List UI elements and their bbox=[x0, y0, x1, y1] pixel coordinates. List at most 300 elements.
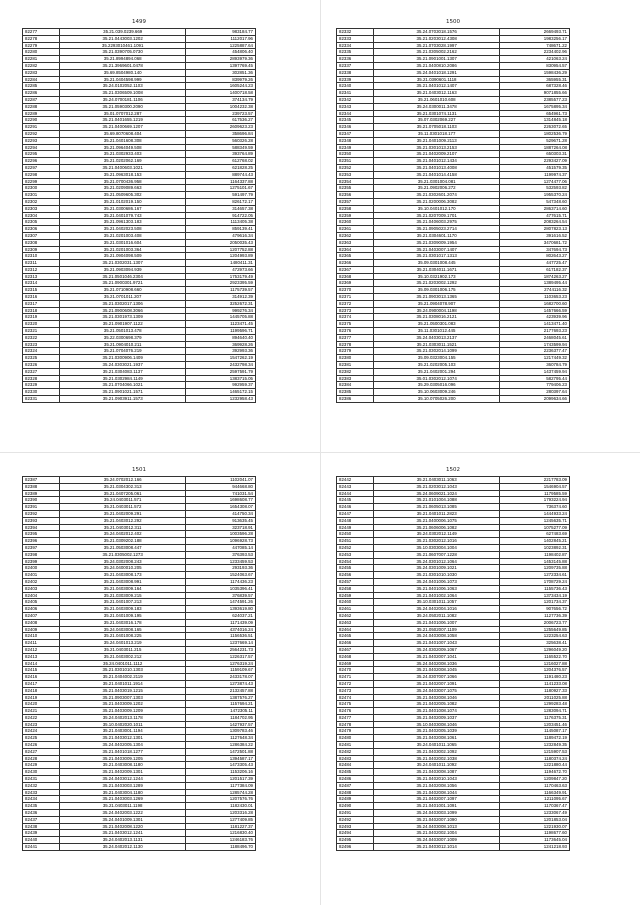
value-cell: 1179585.59 bbox=[500, 490, 570, 497]
coordinate-cell: 35.09.0301008.445 bbox=[374, 260, 500, 267]
value-cell: 944668.80 bbox=[186, 483, 256, 490]
point-id-cell: 82479 bbox=[337, 728, 374, 735]
coordinate-cell: 35.21.0401012.1407 bbox=[374, 83, 500, 90]
value-cell: 1237669.14 bbox=[186, 640, 256, 647]
table-row bbox=[337, 796, 570, 803]
coordinate-cell: 35.21.0400669.1207 bbox=[60, 124, 186, 131]
point-id-cell: 82291 bbox=[23, 124, 60, 131]
table-row bbox=[337, 823, 570, 830]
table-row bbox=[337, 592, 570, 599]
coordinate-cell: 35.21.0303011.1521 bbox=[374, 341, 500, 348]
table-row bbox=[337, 362, 570, 369]
coordinate-cell: 35.24.0403013.2137 bbox=[374, 334, 500, 341]
point-id-cell: 82477 bbox=[337, 714, 374, 721]
point-id-cell: 82459 bbox=[337, 592, 374, 599]
coordinate-cell: 35.21.0403011.1063 bbox=[374, 477, 500, 484]
point-id-cell: 82458 bbox=[337, 585, 374, 592]
coordinate-cell: 35.21.0402005.1082 bbox=[374, 701, 500, 708]
point-id-cell: 82339 bbox=[337, 76, 374, 83]
coordinate-cell: 35.21.0502007.1109 bbox=[374, 626, 500, 633]
coordinate-cell: 35.21.0304302.313 bbox=[60, 483, 186, 490]
value-cell: 1203316.28 bbox=[186, 810, 256, 817]
coordinate-cell: 35.24.0302008.243 bbox=[60, 558, 186, 565]
table-row bbox=[23, 810, 256, 817]
coordinate-cell: 35.21.0401079.743 bbox=[60, 212, 186, 219]
coordinate-cell: 35.21.0403012.1301 bbox=[60, 735, 186, 742]
point-id-cell: 82441 bbox=[23, 844, 60, 851]
coordinate-cell: 35.21.0401011.2823 bbox=[374, 510, 500, 517]
value-cell: 591497.79 bbox=[186, 192, 256, 199]
table-row bbox=[337, 178, 570, 185]
point-id-cell: 82323 bbox=[23, 341, 60, 348]
point-id-cell: 82319 bbox=[23, 314, 60, 321]
value-cell: 302851.36 bbox=[186, 69, 256, 76]
value-cell: 423939.96 bbox=[500, 314, 570, 321]
page-number: 1500 bbox=[446, 19, 460, 25]
table-row bbox=[23, 96, 256, 103]
point-id-cell: 82315 bbox=[23, 287, 60, 294]
coordinate-cell: 35.21.0402009.1037 bbox=[374, 714, 500, 721]
table-row bbox=[23, 626, 256, 633]
coordinate-cell: 35.21.0302933.403 bbox=[60, 151, 186, 158]
point-id-cell: 82415 bbox=[23, 667, 60, 674]
value-cell: 1547262.19 bbox=[186, 355, 256, 362]
value-cell: 1955370.24 bbox=[500, 192, 570, 199]
point-id-cell: 82281 bbox=[23, 56, 60, 63]
table-row bbox=[23, 490, 256, 497]
table-row bbox=[23, 62, 256, 69]
value-cell: 1274477.06 bbox=[500, 178, 570, 185]
table-row bbox=[337, 837, 570, 844]
table-row bbox=[23, 158, 256, 165]
point-id-cell: 82295 bbox=[23, 151, 60, 158]
point-id-cell: 82277 bbox=[23, 29, 60, 36]
point-id-cell: 82379 bbox=[337, 348, 374, 355]
value-cell: 1309783.46 bbox=[186, 728, 256, 735]
point-id-cell: 82308 bbox=[23, 239, 60, 246]
value-cell: 1211095.67 bbox=[500, 796, 570, 803]
table-row bbox=[23, 382, 256, 389]
coordinate-cell: 35.21.0403012.1163 bbox=[374, 90, 500, 97]
coordinate-cell: 35.21.0901001.1307 bbox=[374, 56, 500, 63]
value-cell: 2177693.23 bbox=[500, 328, 570, 335]
value-cell: 2807823.13 bbox=[500, 226, 570, 233]
table-row bbox=[23, 531, 256, 538]
table-row bbox=[23, 714, 256, 721]
coordinate-cell: 35.24.0301012.1064 bbox=[374, 558, 500, 565]
value-cell: 1400718.58 bbox=[186, 90, 256, 97]
point-id-cell: 82448 bbox=[337, 517, 374, 524]
table-row bbox=[23, 29, 256, 36]
point-id-cell: 82336 bbox=[337, 56, 374, 63]
coordinate-cell: 35.21.0705018.1103 bbox=[374, 124, 500, 131]
value-cell: 1413471.40 bbox=[500, 321, 570, 328]
value-cell: 1427937.57 bbox=[186, 721, 256, 728]
value-cell: 1802536.79 bbox=[500, 130, 570, 137]
coordinate-cell: 35.21.0605013.1085 bbox=[374, 504, 500, 511]
table-row bbox=[337, 246, 570, 253]
table-row bbox=[337, 585, 570, 592]
coordinate-cell: 35.21.0503008.447 bbox=[60, 544, 186, 551]
coordinate-cell: 35.24.0402012.1130 bbox=[60, 844, 186, 851]
coordinate-cell: 35.21.0403012.1241 bbox=[60, 830, 186, 837]
point-id-cell: 82380 bbox=[337, 355, 374, 362]
point-id-cell: 82438 bbox=[23, 823, 60, 830]
point-id-cell: 82371 bbox=[337, 294, 374, 301]
coordinate-cell: 35.21.0402002.1004 bbox=[374, 830, 500, 837]
point-id-cell: 82469 bbox=[337, 660, 374, 667]
coordinate-cell: 35.21.0963018.153 bbox=[60, 171, 186, 178]
value-cell: 1180374.24 bbox=[500, 755, 570, 762]
value-cell: 1598436.29 bbox=[500, 69, 570, 76]
point-id-cell: 82440 bbox=[23, 837, 60, 844]
point-id-cell: 82303 bbox=[23, 205, 60, 212]
coordinate-cell: 35.21.0403011.1198 bbox=[60, 803, 186, 810]
value-cell: 472973.66 bbox=[186, 266, 256, 273]
point-id-cell: 82417 bbox=[23, 680, 60, 687]
value-cell: 314912.39 bbox=[186, 294, 256, 301]
table-row bbox=[337, 273, 570, 280]
value-cell: 4374016.24 bbox=[186, 626, 256, 633]
value-cell: 374134.79 bbox=[186, 96, 256, 103]
table-row bbox=[23, 796, 256, 803]
value-cell: 2863714.60 bbox=[500, 205, 570, 212]
point-id-cell: 82282 bbox=[23, 62, 60, 69]
value-cell: 1255649.85 bbox=[500, 626, 570, 633]
coordinate-cell: 35.21.0302012.1016 bbox=[374, 538, 500, 545]
value-cell: 779406.23 bbox=[500, 382, 570, 389]
point-id-cell: 82478 bbox=[337, 721, 374, 728]
table-row bbox=[23, 137, 256, 144]
value-cell: 1035396.41 bbox=[186, 585, 256, 592]
table-row bbox=[337, 565, 570, 572]
coordinate-cell: 35.21.0401001.1091 bbox=[374, 803, 500, 810]
value-cell: 2050035.43 bbox=[186, 239, 256, 246]
point-id-cell: 82324 bbox=[23, 348, 60, 355]
coordinate-cell: 35.21.0900301.9721 bbox=[60, 280, 186, 287]
table-row bbox=[337, 524, 570, 531]
table-row bbox=[23, 212, 256, 219]
value-cell: 826172.17 bbox=[186, 198, 256, 205]
table-row bbox=[23, 524, 256, 531]
point-id-cell: 82289 bbox=[23, 110, 60, 117]
value-cell: 1201517.39 bbox=[186, 776, 256, 783]
table-row bbox=[337, 260, 570, 267]
value-cell: 1203451.46 bbox=[500, 721, 570, 728]
point-id-cell: 82429 bbox=[23, 762, 60, 769]
table-row bbox=[23, 653, 256, 660]
value-cell: 447085.14 bbox=[186, 544, 256, 551]
coordinate-cell: 35.21.0403012.1014 bbox=[374, 844, 500, 851]
coordinate-cell: 35.22.0300698.379 bbox=[60, 334, 186, 341]
table-row bbox=[337, 477, 570, 484]
coordinate-cell: 35.21.0302017.1306 bbox=[60, 300, 186, 307]
value-cell: 1245635.71 bbox=[500, 517, 570, 524]
value-cell: 1387576.27 bbox=[186, 694, 256, 701]
table-row bbox=[23, 321, 256, 328]
table-row bbox=[337, 599, 570, 606]
point-id-cell: 82484 bbox=[337, 762, 374, 769]
table-row bbox=[23, 592, 256, 599]
coordinate-cell: 35.24.0400010.205 bbox=[60, 565, 186, 572]
coordinate-cell: 35.21.0901907.1122 bbox=[60, 321, 186, 328]
point-id-cell: 82344 bbox=[337, 110, 374, 117]
point-id-cell: 82331 bbox=[23, 396, 60, 403]
table-row bbox=[337, 504, 570, 511]
table-row bbox=[23, 151, 256, 158]
table-row bbox=[23, 83, 256, 90]
point-id-cell: 82445 bbox=[337, 497, 374, 504]
point-id-cell: 82421 bbox=[23, 708, 60, 715]
point-id-cell: 82449 bbox=[337, 524, 374, 531]
point-id-cell: 82364 bbox=[337, 246, 374, 253]
table-row bbox=[337, 714, 570, 721]
value-cell: 376839.57 bbox=[186, 592, 256, 599]
coordinate-cell: 35.21.8994894.068 bbox=[60, 56, 186, 63]
point-id-cell: 82321 bbox=[23, 328, 60, 335]
value-cell: 1171439.09 bbox=[186, 619, 256, 626]
value-cell: 1276319.24 bbox=[186, 660, 256, 667]
table-row bbox=[23, 144, 256, 151]
value-cell: 1103653.23 bbox=[500, 294, 570, 301]
table-row bbox=[23, 477, 256, 484]
coordinate-cell: 35.21.0400603.1021 bbox=[60, 164, 186, 171]
value-cell: 983184.77 bbox=[186, 29, 256, 36]
point-id-cell: 82488 bbox=[337, 789, 374, 796]
table-row bbox=[23, 606, 256, 613]
coordinate-cell: 35.21.0301973.1309 bbox=[60, 314, 186, 321]
table-row bbox=[23, 300, 256, 307]
point-id-cell: 82491 bbox=[337, 810, 374, 817]
point-id-cell: 82297 bbox=[23, 164, 60, 171]
value-cell: 391616.52 bbox=[500, 232, 570, 239]
table-row bbox=[337, 389, 570, 396]
value-cell: 914722.05 bbox=[186, 212, 256, 219]
table-row bbox=[23, 219, 256, 226]
value-cell: 323718.91 bbox=[186, 524, 256, 531]
table-row bbox=[23, 396, 256, 403]
table-row bbox=[23, 205, 256, 212]
value-cell: 1221930.07 bbox=[500, 823, 570, 830]
table-row bbox=[337, 341, 570, 348]
value-cell: 1189472.19 bbox=[500, 735, 570, 742]
coordinate-cell: 35.21.0403002.212 bbox=[60, 653, 186, 660]
point-id-cell: 82347 bbox=[337, 130, 374, 137]
coordinate-cell: 35.21.0590300.2090 bbox=[60, 103, 186, 110]
coordinate-cell: 35.21.0305002.1273 bbox=[60, 551, 186, 558]
value-cell: 1708729.24 bbox=[500, 578, 570, 585]
table-row bbox=[337, 572, 570, 579]
table-row bbox=[337, 321, 570, 328]
value-cell: 1654308.07 bbox=[186, 504, 256, 511]
point-id-cell: 82467 bbox=[337, 646, 374, 653]
point-id-cell: 82309 bbox=[23, 246, 60, 253]
point-id-cell: 82460 bbox=[337, 599, 374, 606]
point-id-cell: 82473 bbox=[337, 687, 374, 694]
value-cell: 2236377.47 bbox=[500, 348, 570, 355]
table-row bbox=[337, 517, 570, 524]
table-row bbox=[23, 334, 256, 341]
coordinate-cell: 35.21.0401011.1914 bbox=[60, 680, 186, 687]
value-cell: 1003596.28 bbox=[186, 531, 256, 538]
point-id-cell: 82388 bbox=[23, 483, 60, 490]
value-cell: 414750.34 bbox=[186, 510, 256, 517]
point-id-cell: 82481 bbox=[337, 742, 374, 749]
value-cell: 1472305.11 bbox=[186, 708, 256, 715]
table-row bbox=[23, 483, 256, 490]
table-row bbox=[23, 375, 256, 382]
coordinate-cell: 35.21.0501013.478 bbox=[60, 328, 186, 335]
point-id-cell: 82461 bbox=[337, 606, 374, 613]
point-id-cell: 82474 bbox=[337, 694, 374, 701]
value-cell: 907656.72 bbox=[500, 606, 570, 613]
table-row bbox=[337, 137, 570, 144]
value-cell: 802643.27 bbox=[500, 253, 570, 260]
value-cell: 358696.84 bbox=[186, 130, 256, 137]
table-row bbox=[23, 348, 256, 355]
coordinate-cell: 35.21.0904098.509 bbox=[60, 253, 186, 260]
table-row bbox=[23, 565, 256, 572]
table-row bbox=[337, 721, 570, 728]
value-cell: 477615.71 bbox=[500, 212, 570, 219]
coordinate-cell: 35.21.0390705.0730 bbox=[60, 49, 186, 56]
point-id-cell: 82463 bbox=[337, 619, 374, 626]
point-id-cell: 82465 bbox=[337, 633, 374, 640]
coordinate-cell: 35.21.0401018.1277 bbox=[60, 748, 186, 755]
table-row bbox=[23, 246, 256, 253]
coordinate-cell: 35.21.0401608.308 bbox=[60, 137, 186, 144]
coordinate-cell: 35.21.0400006.1075 bbox=[374, 517, 500, 524]
page-1501 bbox=[22, 464, 256, 851]
value-cell: 617182.37 bbox=[500, 266, 570, 273]
point-id-cell: 82330 bbox=[23, 389, 60, 396]
table-row bbox=[337, 538, 570, 545]
coordinate-cell: 35.24.0403012.1244 bbox=[60, 776, 186, 783]
table-row bbox=[23, 578, 256, 585]
point-id-cell: 82439 bbox=[23, 830, 60, 837]
table-row bbox=[23, 239, 256, 246]
coordinate-cell: 35.21.0403008.1087 bbox=[374, 769, 500, 776]
coordinate-cell: 35.21.0402007.1091 bbox=[374, 680, 500, 687]
value-cell: 9071855.66 bbox=[500, 90, 570, 97]
table-row bbox=[337, 164, 570, 171]
point-id-cell: 82307 bbox=[23, 232, 60, 239]
coordinate-cell: 35.24.0401009.1301 bbox=[60, 816, 186, 823]
point-id-cell: 82365 bbox=[337, 253, 374, 260]
value-cell: 1209847.20 bbox=[500, 776, 570, 783]
coordinate-cell: 35.10.0403008.1046 bbox=[374, 721, 500, 728]
value-cell: 3252672.31 bbox=[186, 300, 256, 307]
coordinate-cell: 35.21.0309202.188 bbox=[60, 538, 186, 545]
table-row bbox=[337, 253, 570, 260]
table-row bbox=[23, 742, 256, 749]
point-id-cell: 82392 bbox=[23, 510, 60, 517]
coordinate-cell: 35.24.0307007.1066 bbox=[374, 674, 500, 681]
table-row bbox=[23, 599, 256, 606]
value-cell: 1188496.70 bbox=[186, 844, 256, 851]
value-cell: 1123471.45 bbox=[186, 321, 256, 328]
coordinate-table bbox=[336, 476, 570, 851]
value-cell: 1437459.94 bbox=[500, 368, 570, 375]
point-id-cell: 82391 bbox=[23, 504, 60, 511]
coordinate-cell: 35.24.0303021.1937 bbox=[60, 362, 186, 369]
point-id-cell: 82299 bbox=[23, 178, 60, 185]
coordinate-cell: 35.21.0200006.3082 bbox=[374, 198, 500, 205]
coordinate-cell: 35.21.0309009.1954 bbox=[374, 239, 500, 246]
coordinate-cell: 35.21.0900608.3066 bbox=[60, 307, 186, 314]
value-cell: 2083264.54 bbox=[500, 219, 570, 226]
coordinate-cell: 35.21.0304011.1671 bbox=[374, 266, 500, 273]
value-cell: 1283094.71 bbox=[500, 708, 570, 715]
coordinate-cell: 35.21.0402007.1097 bbox=[374, 796, 500, 803]
coordinate-cell: 35.21.0402008.1046 bbox=[374, 694, 500, 701]
value-cell: 1682700.60 bbox=[500, 300, 570, 307]
value-cell: 2432798.34 bbox=[186, 362, 256, 369]
value-cell: 992959.37 bbox=[186, 382, 256, 389]
coordinate-cell: 35.21.0403011.572 bbox=[60, 504, 186, 511]
coordinate-cell: 35.21.0402009.1301 bbox=[60, 769, 186, 776]
point-id-cell: 82420 bbox=[23, 701, 60, 708]
value-cell: 280397.64 bbox=[500, 389, 570, 396]
point-id-cell: 82425 bbox=[23, 735, 60, 742]
point-id-cell: 82454 bbox=[337, 558, 374, 565]
table-row bbox=[337, 219, 570, 226]
coordinate-cell: 35.24.0401006.1073 bbox=[374, 578, 500, 585]
coordinate-cell: 35.21.0302014.1099 bbox=[374, 348, 500, 355]
table-row bbox=[337, 83, 570, 90]
point-id-cell: 82482 bbox=[337, 748, 374, 755]
point-id-cell: 82335 bbox=[337, 49, 374, 56]
point-id-cell: 82422 bbox=[23, 714, 60, 721]
point-id-cell: 82435 bbox=[23, 803, 60, 810]
value-cell: 736374.60 bbox=[500, 504, 570, 511]
coordinate-cell: 35.21.0401009.2113 bbox=[374, 137, 500, 144]
value-cell: 1164337.88 bbox=[186, 178, 256, 185]
value-cell: 1184702.95 bbox=[186, 714, 256, 721]
table-row bbox=[23, 273, 256, 280]
table-row bbox=[23, 253, 256, 260]
value-cell: 1453145.88 bbox=[500, 558, 570, 565]
point-id-cell: 82423 bbox=[23, 721, 60, 728]
point-id-cell: 82390 bbox=[23, 497, 60, 504]
point-id-cell: 82404 bbox=[23, 592, 60, 599]
table-row bbox=[23, 762, 256, 769]
point-id-cell: 82434 bbox=[23, 796, 60, 803]
value-cell: 1177384.09 bbox=[186, 782, 256, 789]
coordinate-cell: 35.21.0402007.1090 bbox=[374, 816, 500, 823]
coordinate-cell: 35.21.0606006.1082 bbox=[374, 524, 500, 531]
value-cell: 1194672.70 bbox=[500, 769, 570, 776]
value-cell: 1394587.17 bbox=[186, 755, 256, 762]
value-cell: 532593.82 bbox=[500, 185, 570, 192]
table-row bbox=[23, 776, 256, 783]
coordinate-cell: 35.10.0401012.170 bbox=[374, 205, 500, 212]
value-cell: 2468045.61 bbox=[500, 334, 570, 341]
point-id-cell: 82329 bbox=[23, 382, 60, 389]
coordinate-cell: 35.10.0321902.173 bbox=[374, 273, 500, 280]
coordinate-cell: 35.24.0301009.1021 bbox=[374, 565, 500, 572]
table-row bbox=[337, 674, 570, 681]
table-row bbox=[23, 721, 256, 728]
value-cell: 2011025.88 bbox=[500, 694, 570, 701]
value-cell: 889744.43 bbox=[186, 171, 256, 178]
value-cell: 547348.60 bbox=[500, 198, 570, 205]
table-row bbox=[23, 226, 256, 233]
point-id-cell: 82318 bbox=[23, 307, 60, 314]
value-cell: 1216830.40 bbox=[186, 830, 256, 837]
table-row bbox=[23, 612, 256, 619]
coordinate-cell: 35.21.0302984.1149 bbox=[60, 375, 186, 382]
